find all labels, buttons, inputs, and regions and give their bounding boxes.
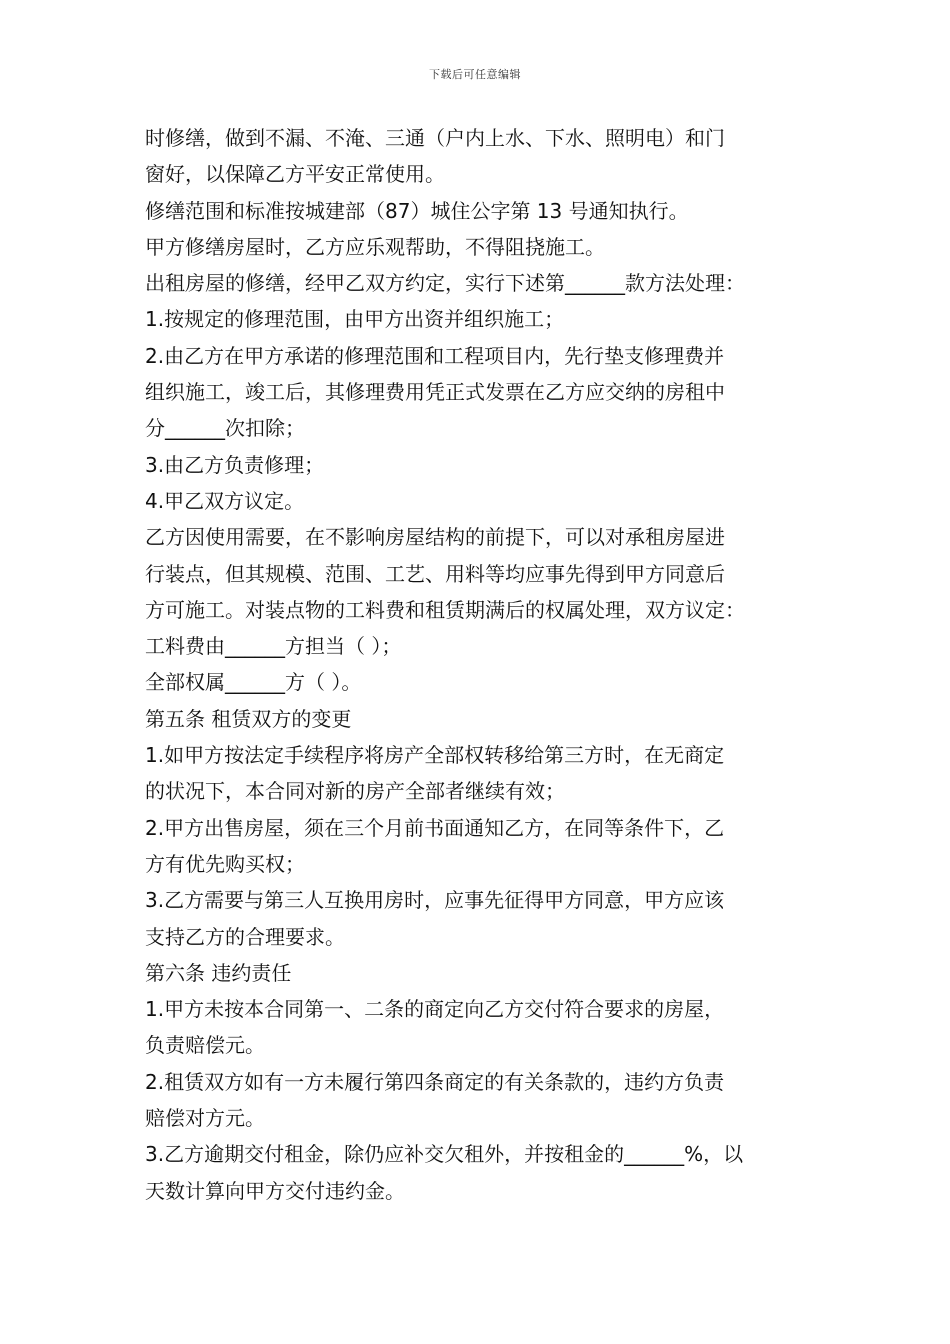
text-line: 甲方修缮房屋时，乙方应乐观帮助，不得阻挠施工。 [145,234,605,259]
text-line: 支持乙方的合理要求。 [145,924,345,949]
text-line: 的状况下，本合同对新的房产全部者继续有效； [145,779,565,804]
text-line: 2.甲方出售房屋，须在三个月前书面通知乙方，在同等条件下，乙 [145,815,725,840]
text-line: 3.由乙方负责修理； [145,452,325,477]
text-line: 天数计算向甲方交付违约金。 [145,1178,405,1203]
text-line: 3.乙方逾期交付租金，除仍应补交欠租外，并按租金的______%，以 [145,1142,744,1167]
text-line: 方可施工。对装点物的工料费和租赁期满后的权属处理，双方议定： [145,597,745,622]
text-line: 工料费由______方担当（ ）； [145,634,402,659]
text-line: 3.乙方需要与第三人互换用房时，应事先征得甲方同意，甲方应该 [145,888,725,913]
text-line: 修缮范围和标准按城建部（87）城住公字第 13 号通知执行。 [145,198,689,223]
document-body [145,120,810,1209]
text-line: 1.甲方未按本合同第一、二条的商定向乙方交付符合要求的房屋， [145,997,725,1022]
section-heading: 第五条 租赁双方的变更 [145,706,352,731]
page-header-note: 下载后可任意编辑 [429,68,521,81]
text-line: 负责赔偿元。 [145,1033,265,1058]
text-line: 乙方因使用需要，在不影响房屋结构的前提下，可以对承租房屋进 [145,525,725,550]
text-line: 分______次扣除； [145,416,305,441]
text-line: 4.甲乙双方议定。 [145,488,305,513]
text-line: 行装点，但其规模、范围、工艺、用料等均应事先得到甲方同意后 [145,561,725,586]
text-line: 2.由乙方在甲方承诺的修理范围和工程项目内，先行垫支修理费并 [145,343,725,368]
section-heading: 第六条 违约责任 [145,960,292,985]
text-line: 赔偿对方元。 [145,1106,265,1131]
text-line: 时修缮，做到不漏、不淹、三通（户内上水、下水、照明电）和门 [145,126,725,150]
text-line: 1.如甲方按法定手续程序将房产全部权转移给第三方时，在无商定 [145,743,725,768]
text-line: 出租房屋的修缮，经甲乙双方约定，实行下述第______款方法处理： [145,271,745,296]
text-line: 方有优先购买权； [145,851,305,876]
text-line: 窗好，以保障乙方平安正常使用。 [145,162,445,187]
text-line: 全部权属______方（ ）。 [145,670,362,695]
text-line: 2.租赁双方如有一方未履行第四条商定的有关条款的，违约方负责 [145,1069,725,1094]
text-line: 组织施工，竣工后，其修理费用凭正式发票在乙方应交纳的房租中 [145,380,725,405]
text-line: 1.按规定的修理范围，由甲方出资并组织施工； [145,307,565,332]
